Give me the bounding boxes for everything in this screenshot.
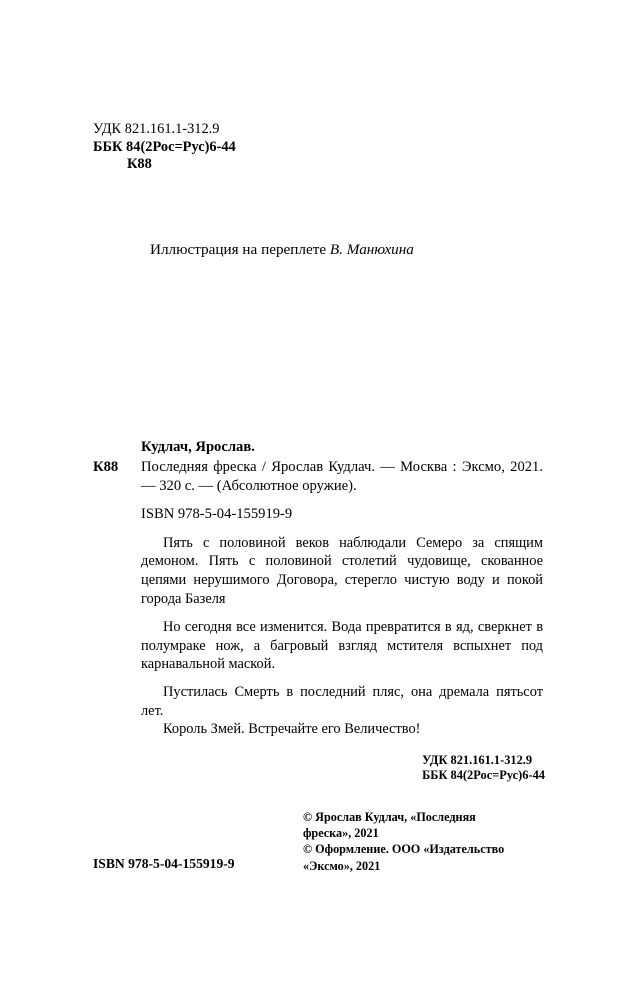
udk-code-repeat: УДК 821.161.1-312.9 [422, 753, 533, 767]
copyright-line-2: © Оформление. ООО «Издательство [303, 842, 505, 857]
annotation-paragraph-4: Король Змей. Встречайте его Величество! [163, 721, 421, 738]
illustration-credit-prefix: Иллюстрация на переплете [150, 241, 330, 258]
annotation-paragraph-3: Пустилась Смерть в последний пляс, она дремала пятьсот лет. [141, 683, 543, 719]
classification-block [93, 121, 236, 174]
author-heading: Кудлач, Ярослав. [141, 439, 255, 455]
copyright-line-2b: «Эксмо», 2021 [303, 858, 381, 873]
copyright-block [303, 810, 553, 874]
illustration-credit [150, 240, 414, 259]
annotation-paragraph-2: Но сегодня все изменится. Вода превратится в яд, сверкнет в полумраке нож, а багровый взгляд мстителя вспыхнет под карнавальной маской. [141, 619, 543, 673]
shelf-code: К88 [93, 459, 119, 475]
record-description: Последняя фреска / Ярослав Кудлач. — Москва : Эксмо, 2021. — 320 с. — (Абсолютное оружие). [141, 459, 543, 494]
annotation-paragraph-1: Пять с половиной веков наблюдали Семеро за спящим демоном. Пять с половиной столетий чудовище, скованное цепями нерушимого Договора, стерегло чистую воду и покой города Базеля [141, 534, 543, 607]
udk-code: УДК 821.161.1-312.9 [93, 121, 220, 137]
isbn-main: ISBN 978-5-04-155919-9 [141, 506, 293, 523]
copyright-line-1: © Ярослав Кудлач, «Последняя [303, 810, 476, 824]
classification-block-repeat [422, 753, 545, 784]
cutter-code: К88 [127, 156, 152, 173]
record-description-row [93, 458, 543, 495]
illustration-credit-artist: В. Манюхина [329, 241, 414, 258]
isbn-bottom: ISBN 978-5-04-155919-9 [93, 856, 235, 871]
copyright-line-1b: фреска», 2021 [303, 826, 379, 841]
bbk-code-repeat: ББК 84(2Рос=Рус)6-44 [422, 768, 545, 783]
bibliographic-record [93, 438, 543, 739]
bbk-code: ББК 84(2Рос=Рус)6-44 [93, 138, 236, 155]
